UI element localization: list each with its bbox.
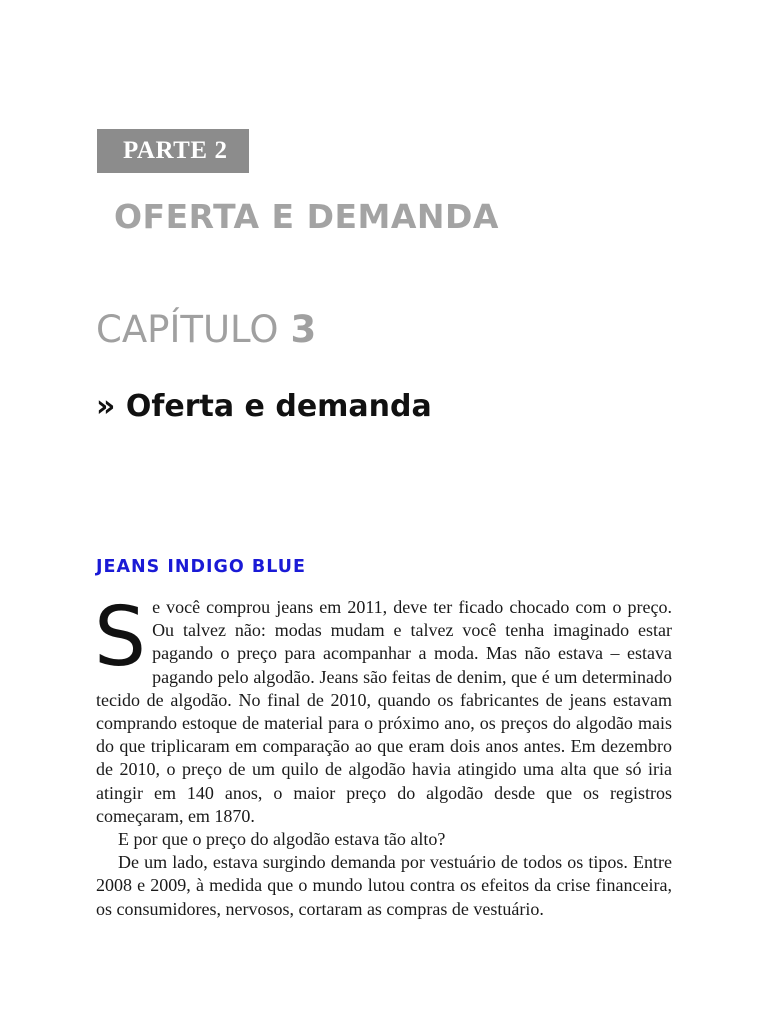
part-label-box — [97, 129, 249, 173]
drop-cap: S — [94, 590, 147, 685]
chapter-heading — [96, 308, 316, 351]
body-text — [94, 590, 672, 921]
paragraph-2: E por que o preço do algodão estava tão alto? — [118, 829, 446, 850]
paragraph-3: De um lado, estava surgindo demanda por vestuário de todos os tipos. Entre 2008 e 2009, à medida que o mundo lutou contra os efeitos da crise financeira, os consumidores, nervosos, cortaram as compras de vestuário. — [96, 852, 672, 919]
chapter-title: » Oferta e demanda — [96, 389, 432, 424]
part-label: PARTE — [123, 137, 208, 164]
paragraph-1 — [94, 590, 672, 828]
part-number: 2 — [214, 137, 228, 164]
section-heading: JEANS INDIGO BLUE — [96, 557, 306, 577]
chapter-label: CAPÍTULO — [96, 308, 279, 351]
paragraph-1-text: e você comprou jeans em 2011, deve ter ficado chocado com o preço. Ou talvez não: modas mudam e talvez você tenha imaginado estar pagando o preço para acompanhar a moda. Mas não estava – estava pagando pelo algodão. Jeans são feitas de denim, que é um determinado tecido de algodão. No final de 2010, quando os fabricantes de jeans estavam comprando estoque de material para o próximo ano, os preços do algodão mais do que triplicaram em comparação ao que eram dois anos antes. Em dezembro de 2010, o preço de um quilo de algodão havia atingido uma alta que só iria atingir em 140 anos, o maior preço do algodão desde que os registros começaram, em 1870. — [96, 597, 672, 826]
part-title: OFERTA E DEMANDA — [114, 197, 499, 236]
chapter-number: 3 — [290, 308, 317, 351]
